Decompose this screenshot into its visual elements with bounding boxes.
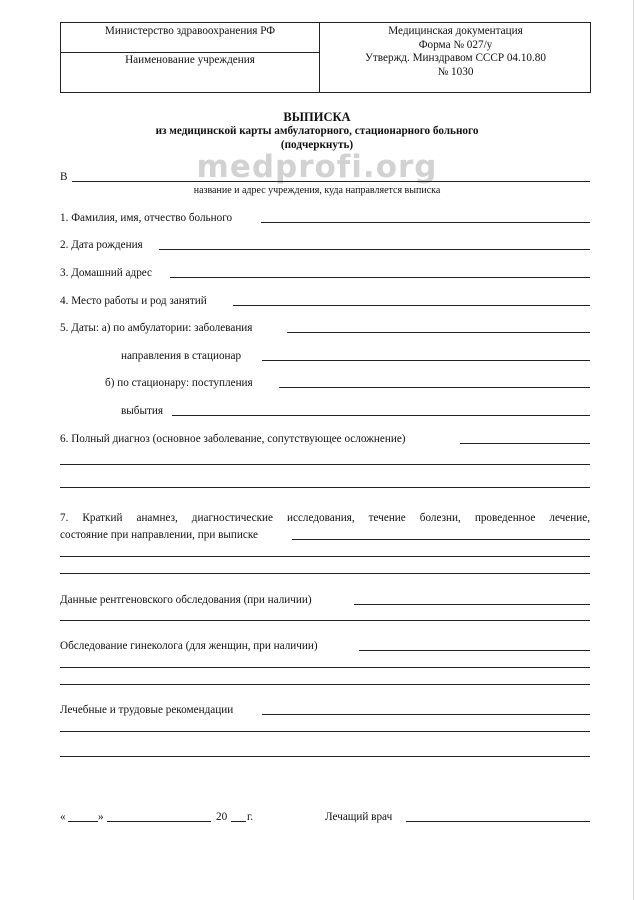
dates-outpatient-field[interactable] <box>287 332 590 333</box>
anamnesis-label-line2: состояние при направлении, при выписке <box>60 529 258 541</box>
recommendations-label: Лечебные и трудовые рекомендации <box>60 704 234 716</box>
address-field[interactable] <box>170 277 590 278</box>
order-number: № 1030 <box>437 65 474 78</box>
xray-line-2[interactable] <box>60 620 590 621</box>
diagnosis-label: 6. Полный диагноз (основное заболевание, сопутствующее осложнение) <box>60 433 406 445</box>
work-field[interactable] <box>233 305 590 306</box>
anamnesis-label-line1: 7. Краткий анамнез, диагностические исследования, течение болезни, проведенное лечение, <box>60 512 590 524</box>
name-label: 1. Фамилия, имя, отчество больного <box>60 212 233 224</box>
watermark: medprofi.org <box>196 149 438 185</box>
xray-label: Данные рентгеновского обследования (при наличии) <box>60 594 312 606</box>
to-field[interactable] <box>72 181 590 182</box>
gyn-label: Обследование гинеколога (для женщин, при наличии) <box>60 640 318 652</box>
gyn-field[interactable] <box>359 650 590 651</box>
xray-field[interactable] <box>354 604 590 605</box>
to-caption: название и адрес учреждения, куда направляется выписка <box>193 185 441 196</box>
doc-type: Медицинская документация <box>388 25 523 37</box>
referral-field[interactable] <box>262 360 590 361</box>
year-suffix: г. <box>247 811 254 823</box>
anamnesis-field[interactable] <box>292 539 590 540</box>
diagnosis-line-3[interactable] <box>60 487 590 488</box>
month-field[interactable] <box>107 821 211 822</box>
admission-field[interactable] <box>279 387 590 388</box>
gyn-line-2[interactable] <box>60 667 590 668</box>
close-quote: » <box>98 811 104 823</box>
birth-label: 2. Дата рождения <box>60 239 143 251</box>
dates-outpatient-label: 5. Даты: а) по амбулатории: заболевания <box>60 322 253 334</box>
underline-note: (подчеркнуть) <box>280 139 354 151</box>
day-field[interactable] <box>68 821 98 822</box>
open-quote: « <box>60 811 66 823</box>
ministry-name: Министерство здравоохранения РФ <box>104 25 276 37</box>
birth-field[interactable] <box>159 249 590 250</box>
header-table <box>60 22 591 93</box>
form-number: Форма № 027/у <box>418 38 493 51</box>
to-label: В <box>60 171 68 183</box>
diagnosis-field[interactable] <box>460 443 590 444</box>
document-title: ВЫПИСКА <box>283 110 351 124</box>
header-row-divider <box>61 52 319 53</box>
name-field[interactable] <box>261 222 590 223</box>
recommendations-line-2[interactable] <box>60 731 590 732</box>
recommendations-line-3[interactable] <box>60 756 590 757</box>
recommendations-field[interactable] <box>262 714 590 715</box>
year-field[interactable] <box>231 821 246 822</box>
year-prefix: 20 <box>216 811 228 823</box>
approval-text: Утвержд. Минздравом СССР 04.10.80 <box>364 52 546 64</box>
institution-label: Наименование учреждения <box>125 54 255 66</box>
diagnosis-line-2[interactable] <box>60 464 590 465</box>
discharge-label: выбытия <box>121 405 164 417</box>
address-label: 3. Домашний адрес <box>60 267 153 279</box>
admission-label: б) по стационару: поступления <box>105 377 253 389</box>
referral-label: направления в стационар <box>121 350 242 362</box>
work-label: 4. Место работы и род занятий <box>60 295 207 307</box>
doctor-signature-field[interactable] <box>406 821 590 822</box>
anamnesis-line-2[interactable] <box>60 556 590 557</box>
document-subtitle: из медицинской карты амбулаторного, стационарного больного <box>155 125 479 137</box>
anamnesis-line-3[interactable] <box>60 573 590 574</box>
discharge-field[interactable] <box>172 415 590 416</box>
doctor-label: Лечащий врач <box>325 811 393 823</box>
gyn-line-3[interactable] <box>60 684 590 685</box>
